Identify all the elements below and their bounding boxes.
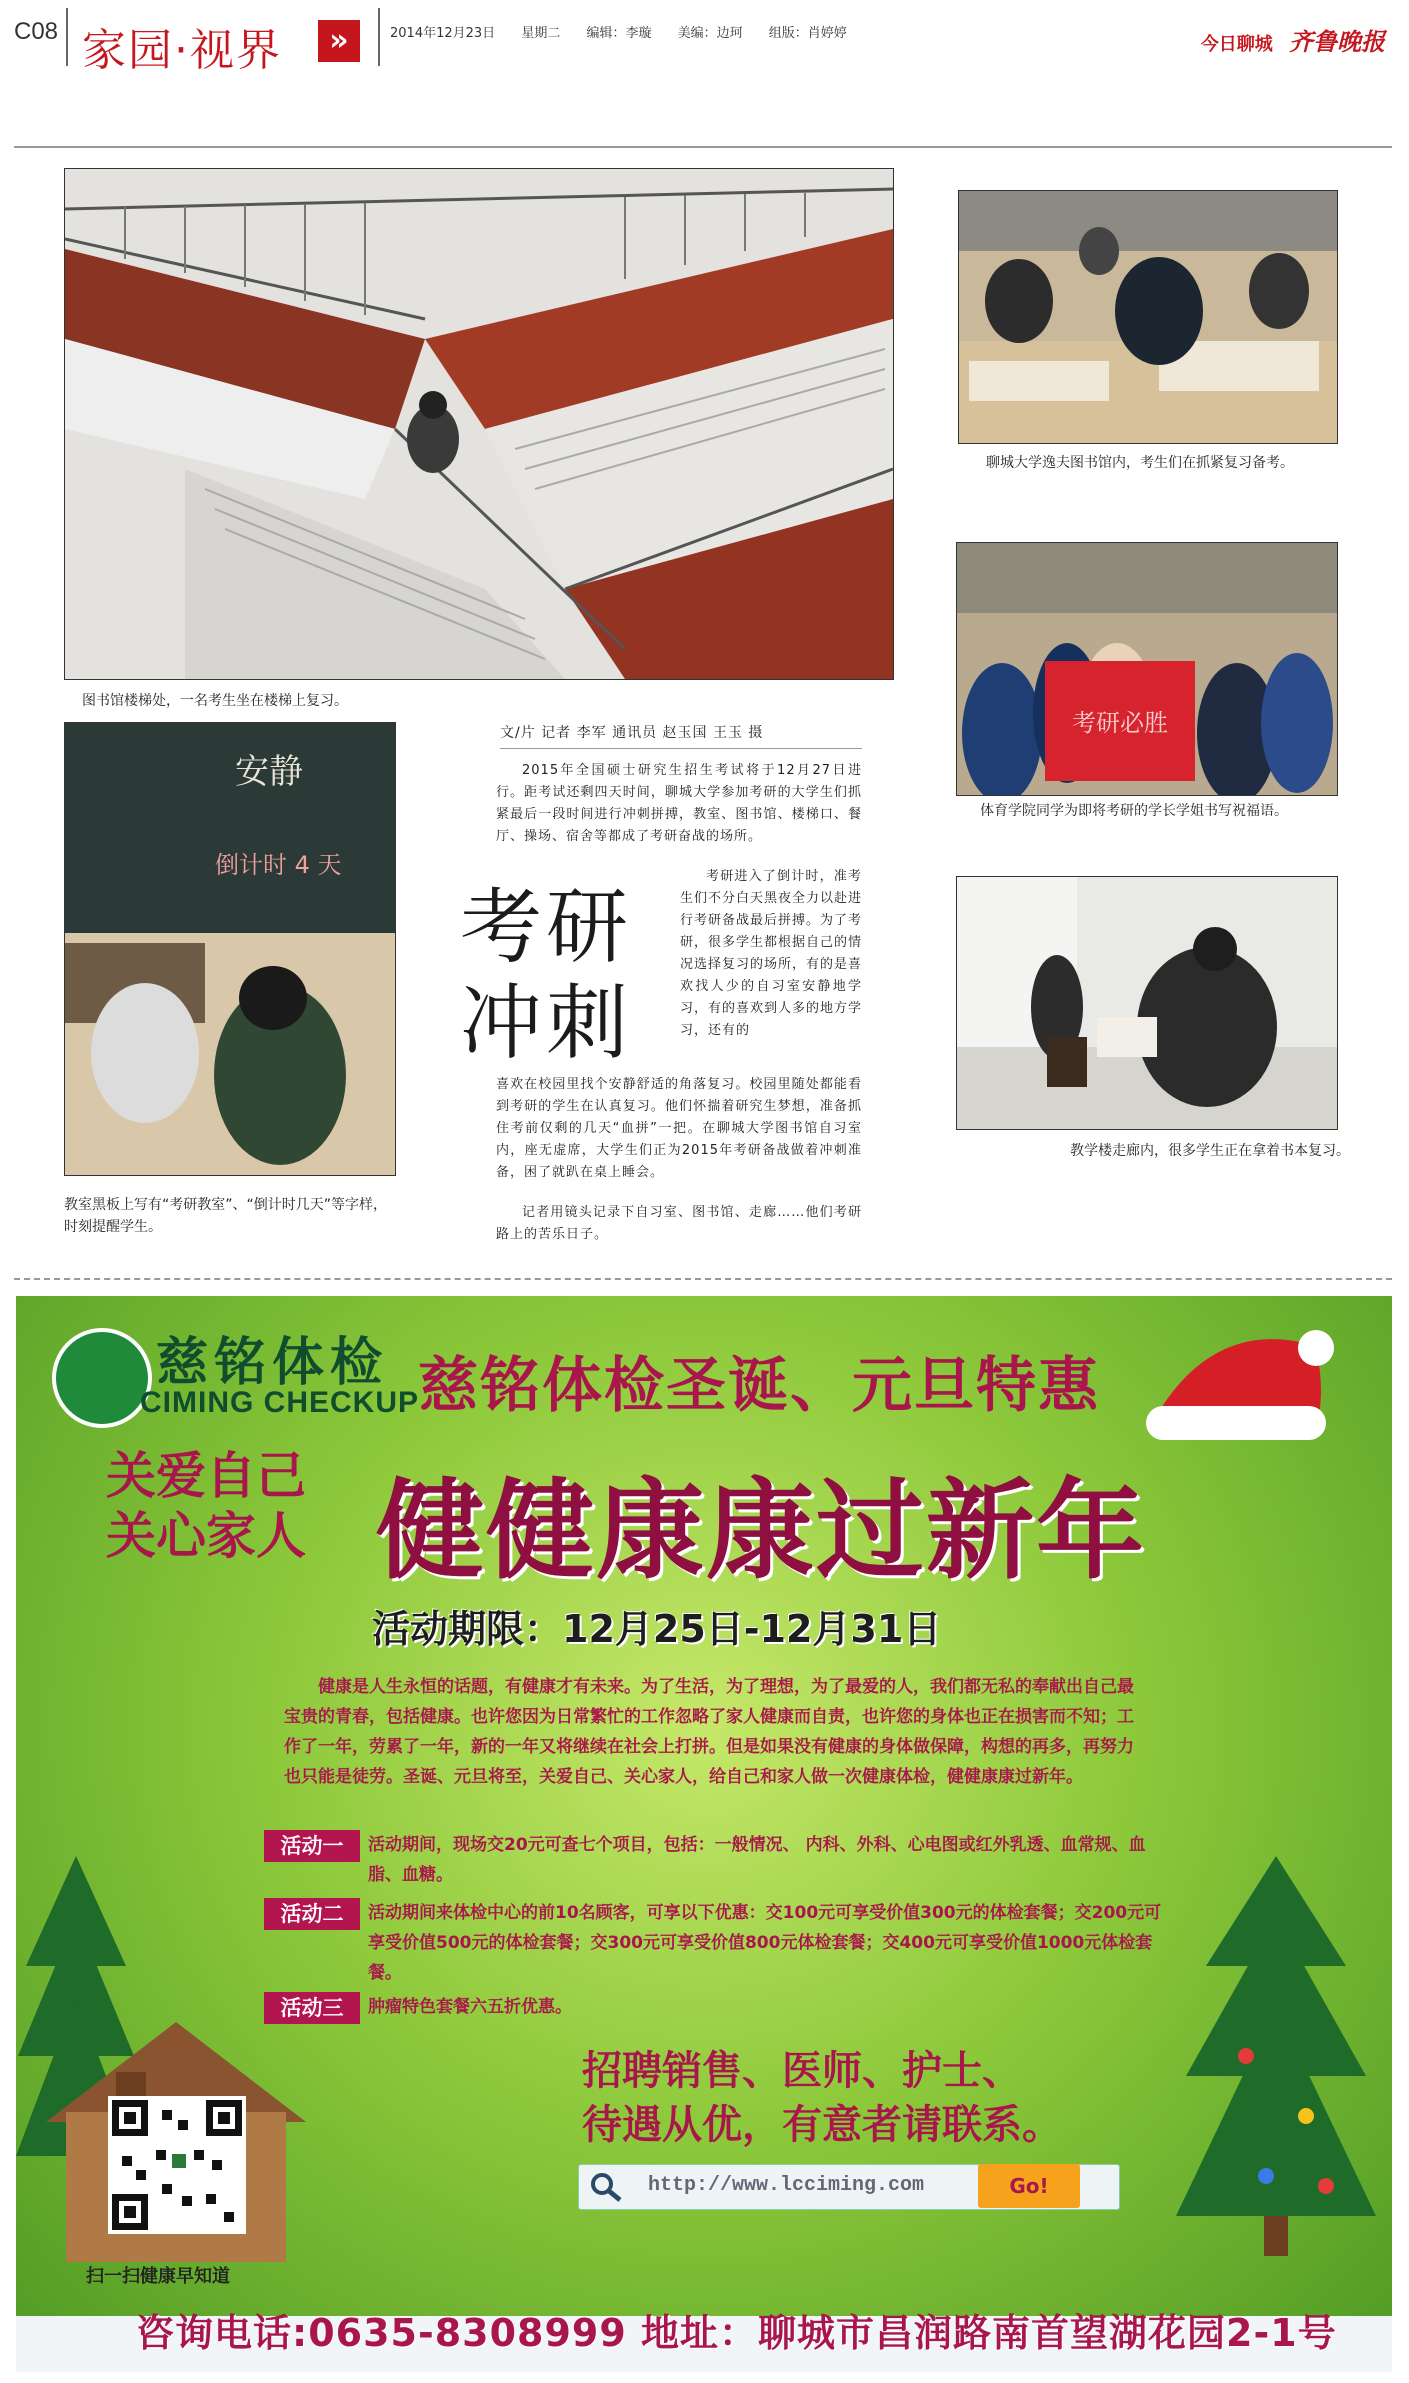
tagline-line1: 关爱自己 <box>106 1447 306 1505</box>
classroom-illustration <box>65 723 395 1175</box>
ad-main-slogan: 健健康康过新年 <box>376 1469 1147 1594</box>
blessing-illustration <box>957 543 1337 795</box>
activity-3-badge: 活动三 <box>264 1992 360 2024</box>
ad-contact: 咨询电话:0635-8308999 地址：聊城市昌润路南首望湖花园2-1号 <box>136 2311 1337 2355</box>
brand-paper: 齐鲁晚报 <box>1289 28 1385 56</box>
corridor-photo <box>956 876 1338 1130</box>
newspaper-brand <box>1201 22 1385 57</box>
logo-english: CIMING CHECKUP <box>140 1386 420 1419</box>
ad-period: 活动期限：12月25日-12月31日 <box>372 1607 942 1651</box>
header-rule <box>14 146 1392 148</box>
ad-recruitment <box>582 2044 1062 2152</box>
recruit-line2: 待遇从优，有意者请联系。 <box>582 2102 1062 2148</box>
stairwell-photo <box>64 168 894 680</box>
activity-2-text: 活动期间来体检中心的前10名顾客，可享以下优惠：交100元可享受价值300元的体检套餐；交200元可享受价值500元的体检套餐；交300元可享受价值800元体检套餐；交400元可享受价值1000元体检套餐。 <box>368 1903 1162 1983</box>
ad-tagline <box>106 1446 306 1566</box>
art-editor-credit: 美编：边珂 <box>677 26 743 41</box>
article-para-4: 记者用镜头记录下自习室、图书馆、走廊……他们考研路上的苦乐日子。 <box>496 1205 862 1242</box>
qr-code-pattern <box>112 2100 242 2230</box>
editor-credit: 编辑：李璇 <box>586 26 652 41</box>
blessing-caption: 体育学院同学为即将考研的学长学姐书写祝福语。 <box>980 803 1288 819</box>
stairwell-illustration <box>65 169 893 679</box>
ad-intro: 健康是人生永恒的话题，有健康才有未来。为了生活，为了理想，为了最爱的人，我们都无私的奉献出自己最宝贵的青春，包括健康。也许您因为日常繁忙的工作忽略了家人健康而自责，也许您的身体也正在损害而不知；工作了一年，劳累了一年，新的一年又将继续在社会上打拼。但是如果没有健康的身体做保障，构想的再多，再努力也只能是徒劳。圣诞、元旦将至，关爱自己、关心家人，给自己和家人做一次健康体检，健健康康过新年。 <box>284 1677 1134 1787</box>
activity-3-text: 肿瘤特色套餐六五折优惠。 <box>368 1997 572 2017</box>
library-illustration <box>959 191 1337 443</box>
header-divider-2 <box>378 8 380 66</box>
ad-headline: 慈铭体检圣诞、元旦特惠 <box>418 1351 1100 1421</box>
page-number: C08 <box>14 18 59 45</box>
article-para-3: 喜欢在校园里找个安静舒适的角落复习。校园里随处都能看到考研的学生在认真复习。他们怀揣着研究生梦想，准备抓住考前仅剩的几天“血拼”一把。在聊城大学图书馆自习室内，座无虚席，大学生们正为2015年考研备战做着冲刺准备，困了就趴在桌上睡会。 <box>496 1077 862 1180</box>
qr-code-icon <box>108 2096 246 2234</box>
activity-2-badge: 活动二 <box>264 1898 360 1930</box>
corridor-caption: 教学楼走廊内，很多学生正在拿着书本复习。 <box>1070 1143 1350 1159</box>
byline-rule <box>500 748 862 749</box>
website-url: http://www.lcciming.com <box>648 2174 925 2197</box>
corridor-illustration <box>957 877 1337 1129</box>
brand-city: 今日聊城 <box>1200 34 1273 55</box>
header-divider <box>66 8 68 66</box>
santa-hat-icon <box>1126 1306 1346 1466</box>
ciming-advertisement <box>16 1296 1392 2372</box>
issue-date: 2014年12月23日 <box>390 26 496 41</box>
issue-weekday: 星期二 <box>521 26 561 41</box>
article-para-1: 2015年全国硕士研究生招生考试将于12月27日进行。距考试还剩四天时间，聊城大学参加考研的大学生们抓紧最后一段时间进行冲刺拼搏，教室、图书馆、楼梯口、餐厅、操场、宿舍等都成了考研奋战的场所。 <box>496 763 862 844</box>
article-title-line2: 冲刺 <box>460 976 633 1071</box>
section-arrow-icon: » <box>318 20 360 62</box>
ad-separator <box>14 1278 1392 1280</box>
recruit-line1: 招聘销售、医师、护士、 <box>582 2048 1022 2094</box>
blackboard-text-2: 倒计时 4 天 <box>215 851 342 879</box>
proofreader-credit: 组版：肖婷婷 <box>768 26 847 41</box>
qr-caption: 扫一扫健康早知道 <box>86 2266 230 2287</box>
right-christmas-tree-icon <box>1176 1856 1376 2276</box>
article-para-2: 考研进入了倒计时，准考生们不分白天黑夜全力以赴进行考研备战最后拼搏。为了考研，很多学生都根据自己的情况选择复习的场所，有的是喜欢找人少的自习室安静地学习，有的喜欢到人多的地方学习，还有的 <box>680 869 863 1038</box>
search-icon <box>590 2172 624 2202</box>
article-title-line1: 考研 <box>460 880 633 975</box>
article-byline: 文/片 记者 李军 通讯员 赵玉国 王玉 摄 <box>500 725 764 741</box>
ciming-logo-icon <box>52 1328 152 1428</box>
library-photo <box>958 190 1338 444</box>
tagline-line2: 关心家人 <box>106 1507 306 1565</box>
classroom-caption: 教室黑板上写有“考研教室”、“倒计时几天”等字样，时刻提醒学生。 <box>64 1197 388 1235</box>
library-caption: 聊城大学逸夫图书馆内，考生们在抓紧复习备考。 <box>986 455 1294 471</box>
article-title <box>460 880 632 1072</box>
stairwell-caption: 图书馆楼梯处，一名考生坐在楼梯上复习。 <box>82 693 348 709</box>
activity-1-badge: 活动一 <box>264 1830 360 1862</box>
blackboard-text-1: 安静 <box>235 752 303 792</box>
logo-chinese: 慈铭体检 <box>156 1333 389 1393</box>
classroom-photo <box>64 722 396 1176</box>
blessing-photo <box>956 542 1338 796</box>
section-title: 家园·视界 <box>82 25 282 76</box>
activity-1-text: 活动期间，现场交20元可查七个项目，包括：一般情况、 内科、外科、心电图或红外乳透、血常规、血脂、血糖。 <box>368 1835 1146 1885</box>
blessing-sign-text: 考研必胜 <box>1072 709 1168 737</box>
go-button[interactable]: Go! <box>978 2164 1080 2208</box>
header-meta <box>390 22 869 41</box>
